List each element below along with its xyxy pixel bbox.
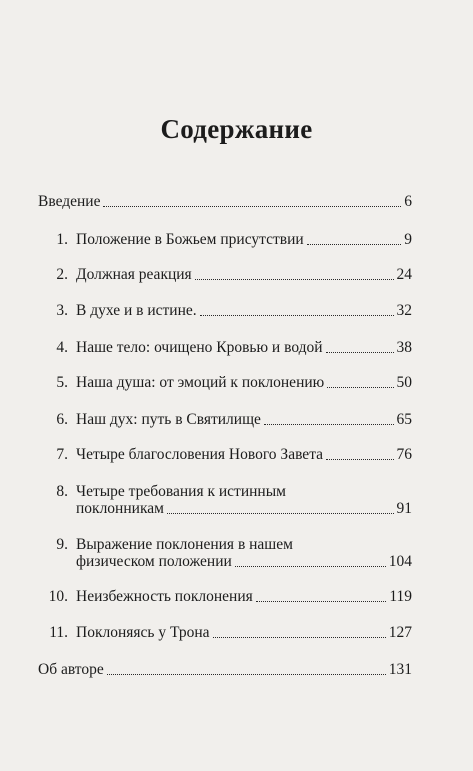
toc-entry-page: 104 — [388, 553, 412, 570]
toc-entry — [38, 230, 412, 250]
toc-entry-title: В духе и в истине. — [76, 302, 197, 319]
toc-entry-number: 7. — [56, 446, 68, 463]
leader-dots — [326, 459, 393, 460]
toc-entry-page: 119 — [389, 588, 412, 605]
toc-entry — [38, 373, 412, 393]
toc-entry-title: Введение — [38, 193, 101, 210]
toc-entry — [38, 265, 412, 285]
toc-entry-title-line1: Четыре требования к истинным — [76, 483, 286, 500]
leader-dots — [107, 674, 386, 675]
leader-dots — [213, 637, 386, 638]
toc-entry — [38, 192, 412, 212]
toc-entry-title: Наша душа: от эмоций к поклонению — [76, 374, 325, 391]
toc-entry-page: 91 — [396, 500, 412, 517]
toc-entry-number: 5. — [56, 374, 68, 391]
toc-entry-page: 65 — [396, 411, 412, 428]
toc-entry-page: 50 — [396, 374, 412, 391]
toc-entry-title-line1: Выражение поклонения в нашем — [76, 536, 293, 553]
toc-entry-title: Наше тело: очищено Кровью и водой — [76, 339, 323, 356]
toc-entry-title: Неизбежность поклонения — [76, 588, 253, 605]
toc-entry-number: 6. — [56, 411, 68, 428]
toc-entry-continuation — [76, 552, 412, 572]
toc-entry-number: 10. — [48, 588, 68, 605]
leader-dots — [327, 387, 393, 388]
toc-entry — [38, 301, 412, 321]
leader-dots — [200, 315, 394, 316]
toc-entry-number: 4. — [56, 339, 68, 356]
leader-dots — [103, 206, 401, 207]
toc-entry-number: 8. — [56, 483, 68, 500]
leader-dots — [256, 601, 387, 602]
page-title: Содержание — [160, 114, 313, 144]
toc-entry-number: 3. — [56, 302, 68, 319]
toc-entry-title: Должная реакция — [76, 266, 192, 283]
leader-dots — [167, 513, 394, 514]
leader-dots — [307, 244, 402, 245]
leader-dots — [326, 352, 394, 353]
toc-entry-title: Положение в Божьем присутствии — [76, 231, 304, 248]
toc-entry-page: 6 — [404, 193, 412, 210]
toc-entry — [38, 660, 412, 680]
leader-dots — [235, 566, 386, 567]
toc-entry-continuation — [76, 499, 412, 519]
toc-entry-title-line2: физическом положении — [76, 553, 232, 570]
leader-dots — [195, 279, 394, 280]
toc-entry-number: 9. — [56, 536, 68, 553]
toc-entry-number: 2. — [56, 266, 68, 283]
toc-entry-number: 11. — [49, 624, 68, 641]
toc-entry-page: 9 — [404, 231, 412, 248]
toc-entry-page: 76 — [396, 446, 412, 463]
leader-dots — [264, 424, 394, 425]
toc-entry-title-line2: поклонникам — [76, 500, 164, 517]
toc-entry-page: 131 — [388, 661, 412, 678]
toc-entry — [38, 587, 412, 607]
toc-entry-title: Поклоняясь у Трона — [76, 624, 210, 641]
toc-entry-page: 127 — [388, 624, 412, 641]
toc-entry-page: 38 — [396, 339, 412, 356]
toc-entry — [38, 623, 412, 643]
toc-entry — [38, 445, 412, 465]
toc-entry-title: Четыре благословения Нового Завета — [76, 446, 324, 463]
toc-entry-number: 1. — [56, 231, 68, 248]
toc-entry — [38, 410, 412, 430]
toc-entry-title: Об авторе — [38, 661, 104, 678]
toc-entry-page: 24 — [396, 266, 412, 283]
toc-entry-page: 32 — [396, 302, 412, 319]
toc-entry-title: Наш дух: путь в Святилище — [76, 411, 261, 428]
toc-entry — [38, 338, 412, 358]
